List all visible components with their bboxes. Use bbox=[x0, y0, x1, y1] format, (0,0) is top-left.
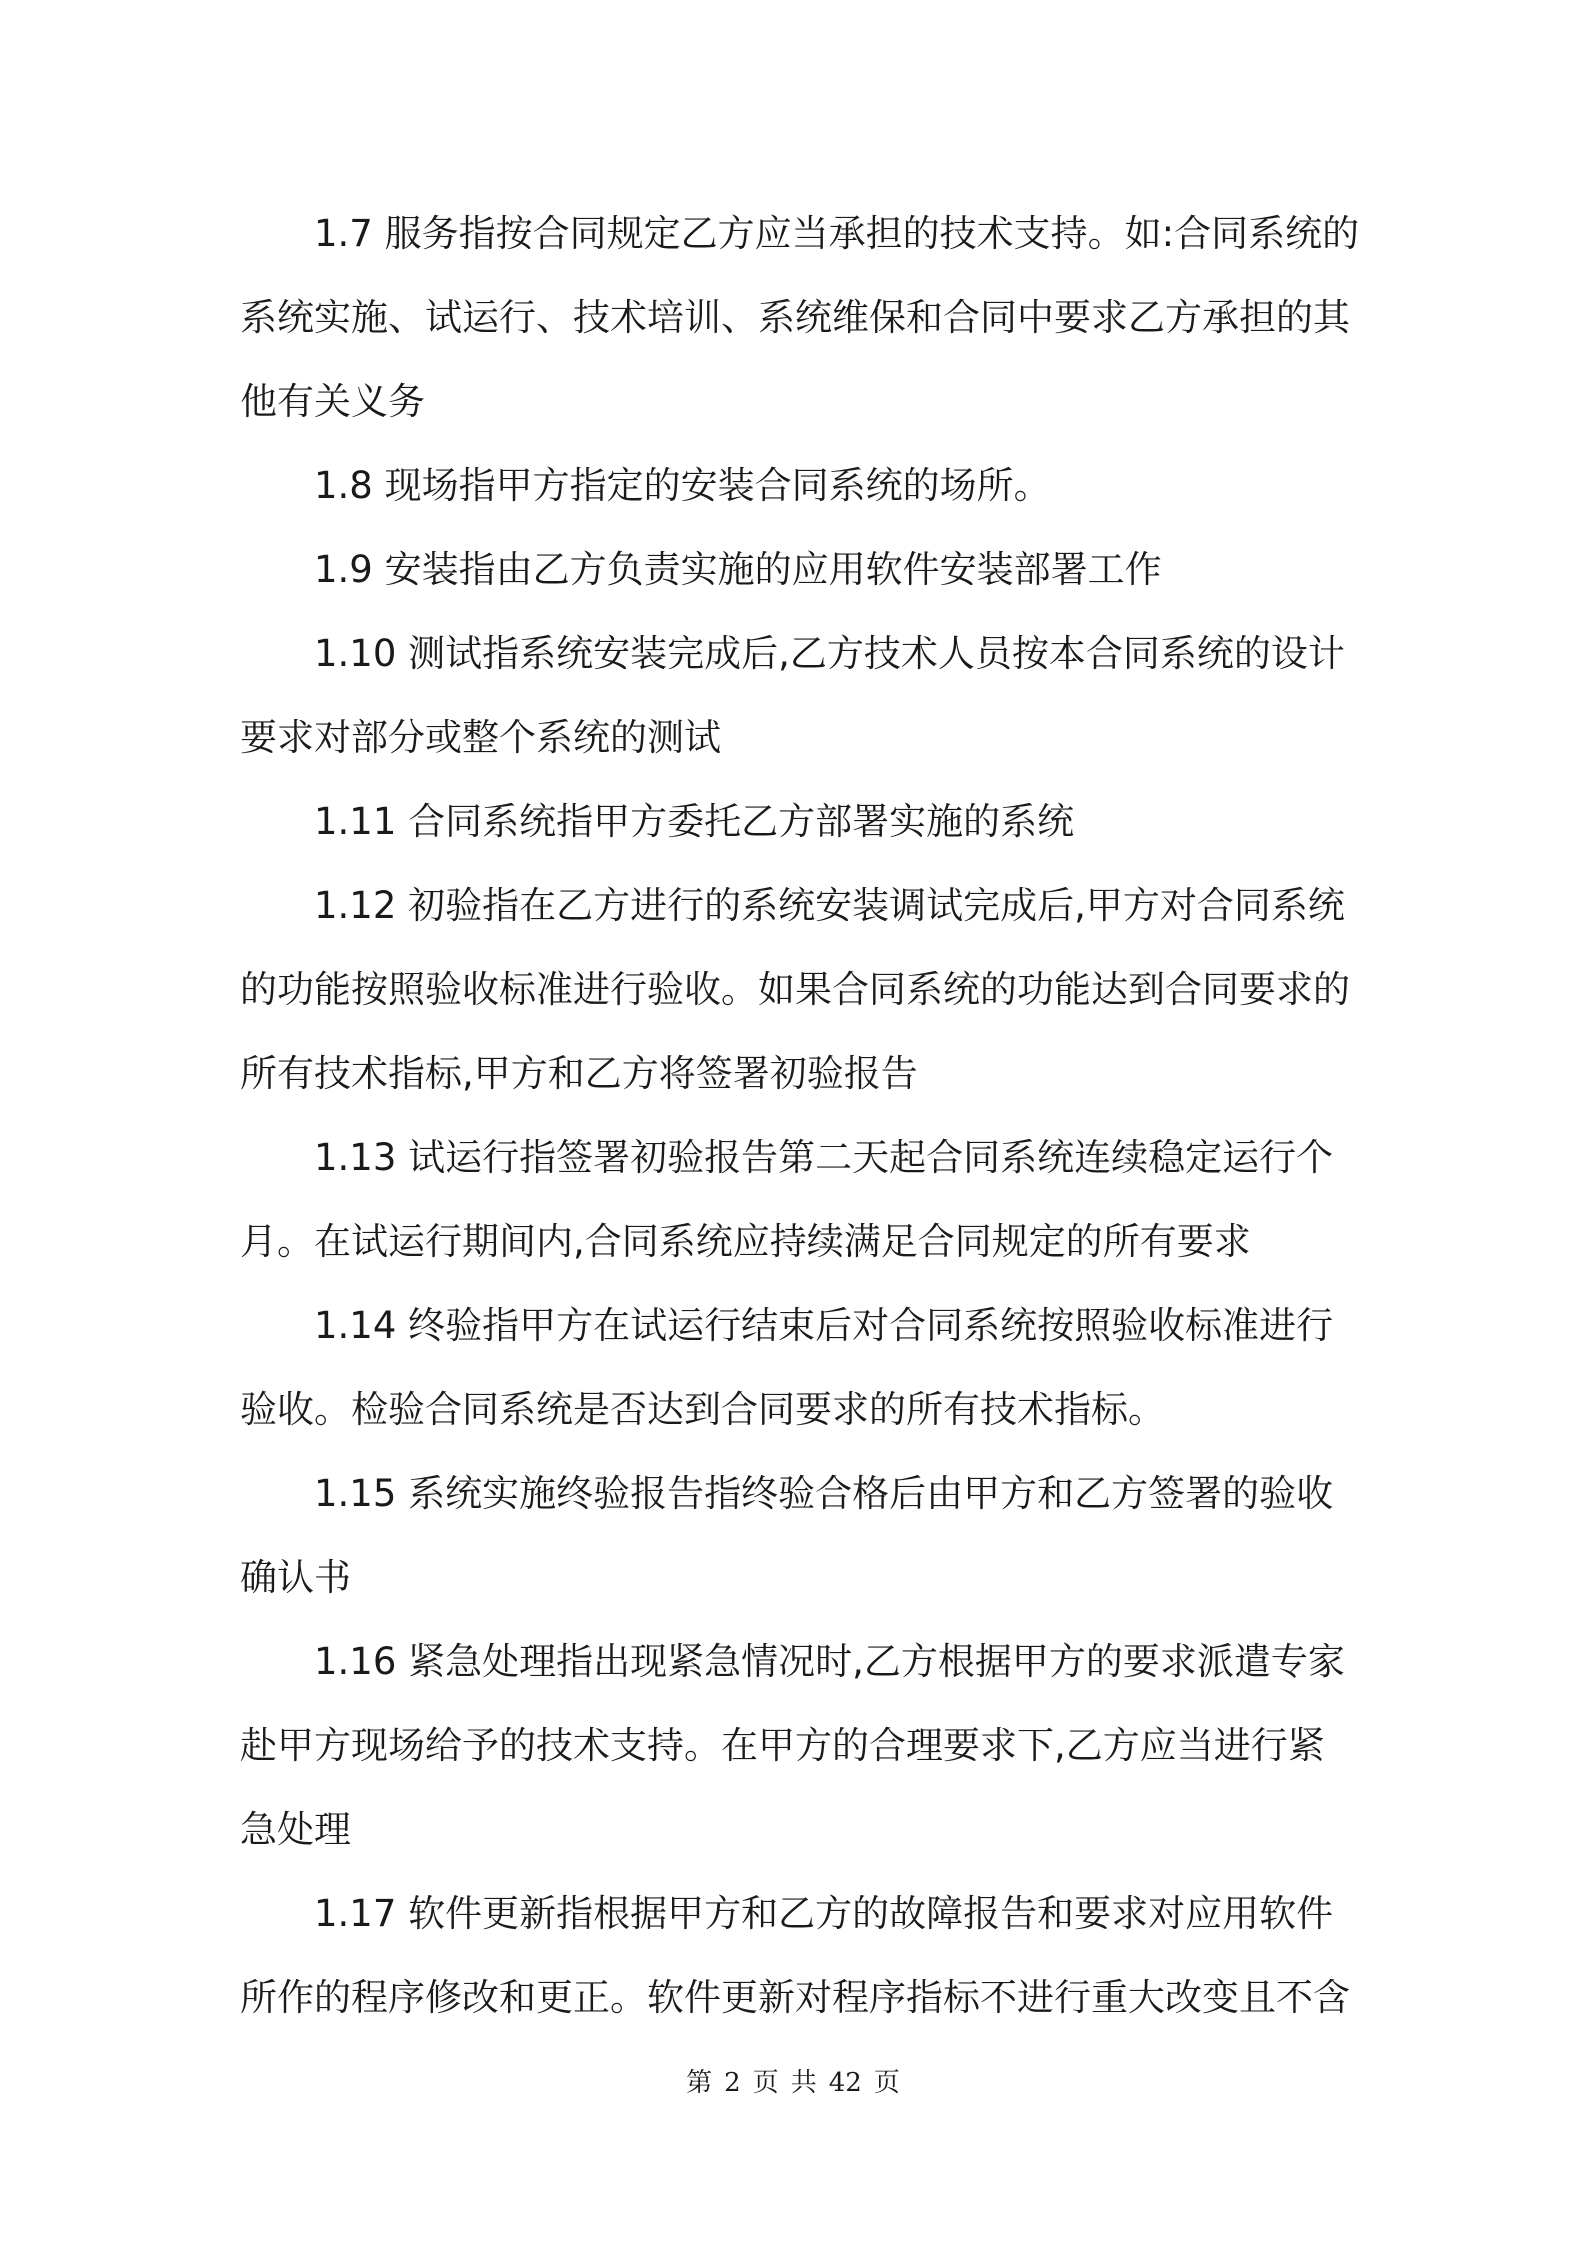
paragraph-line: 1.8 现场指甲方指定的安装合同系统的场所。 bbox=[314, 464, 1051, 507]
paragraph bbox=[240, 444, 1352, 528]
footer-total-prefix: 共 bbox=[790, 2068, 817, 2098]
paragraph-line: 确认书 bbox=[240, 1556, 351, 1599]
footer-current-page: 2 bbox=[724, 2068, 741, 2098]
paragraph-line: 急处理 bbox=[240, 1808, 351, 1851]
paragraph bbox=[240, 1284, 1352, 1452]
paragraph-line: 1.16 紧急处理指出现紧急情况时,乙方根据甲方的要求派遣专家 bbox=[314, 1640, 1345, 1683]
paragraph-line: 所有技术指标,甲方和乙方将签署初验报告 bbox=[240, 1052, 918, 1095]
paragraph-line: 1.9 安装指由乙方负责实施的应用软件安装部署工作 bbox=[314, 548, 1162, 591]
paragraph bbox=[240, 528, 1352, 612]
paragraph-line: 月。在试运行期间内,合同系统应持续满足合同规定的所有要求 bbox=[240, 1220, 1251, 1263]
footer-suffix: 页 bbox=[873, 2068, 900, 2098]
paragraph bbox=[240, 864, 1352, 1116]
paragraph bbox=[240, 1452, 1352, 1620]
paragraph-line: 验收。检验合同系统是否达到合同要求的所有技术指标。 bbox=[240, 1388, 1165, 1431]
paragraph bbox=[240, 1872, 1352, 2040]
footer-total-pages: 42 bbox=[828, 2068, 862, 2098]
paragraph-line: 系统实施、试运行、技术培训、系统维保和合同中要求乙方承担的其 bbox=[240, 296, 1350, 339]
paragraph bbox=[240, 780, 1352, 864]
paragraph-line: 的功能按照验收标准进行验收。如果合同系统的功能达到合同要求的 bbox=[240, 968, 1350, 1011]
paragraph bbox=[240, 192, 1360, 444]
footer-page-word: 页 bbox=[752, 2068, 779, 2098]
paragraph-line: 所作的程序修改和更正。软件更新对程序指标不进行重大改变且不含 bbox=[240, 1976, 1350, 2019]
paragraph-line: 要求对部分或整个系统的测试 bbox=[240, 716, 721, 759]
paragraph-line: 1.14 终验指甲方在试运行结束后对合同系统按照验收标准进行 bbox=[314, 1304, 1334, 1347]
paragraph-line: 1.11 合同系统指甲方委托乙方部署实施的系统 bbox=[314, 800, 1075, 843]
paragraph bbox=[240, 1620, 1352, 1872]
paragraph bbox=[240, 1116, 1352, 1284]
paragraph-line: 1.7 服务指按合同规定乙方应当承担的技术支持。如:合同系统的 bbox=[314, 212, 1360, 255]
paragraph-line: 1.17 软件更新指根据甲方和乙方的故障报告和要求对应用软件 bbox=[314, 1892, 1334, 1935]
paragraph-line: 他有关义务 bbox=[240, 380, 425, 423]
paragraph-line: 1.15 系统实施终验报告指终验合格后由甲方和乙方签署的验收 bbox=[314, 1472, 1334, 1515]
footer-prefix: 第 bbox=[686, 2068, 713, 2098]
paragraph-line: 1.12 初验指在乙方进行的系统安装调试完成后,甲方对合同系统 bbox=[314, 884, 1345, 927]
paragraph bbox=[240, 612, 1352, 780]
document-body bbox=[240, 192, 1360, 2040]
paragraph-line: 1.10 测试指系统安装完成后,乙方技术人员按本合同系统的设计 bbox=[314, 632, 1345, 675]
paragraph-line: 1.13 试运行指签署初验报告第二天起合同系统连续稳定运行个 bbox=[314, 1136, 1334, 1179]
paragraph-line: 赴甲方现场给予的技术支持。在甲方的合理要求下,乙方应当进行紧 bbox=[240, 1724, 1325, 1767]
page-footer bbox=[0, 2062, 1586, 2099]
